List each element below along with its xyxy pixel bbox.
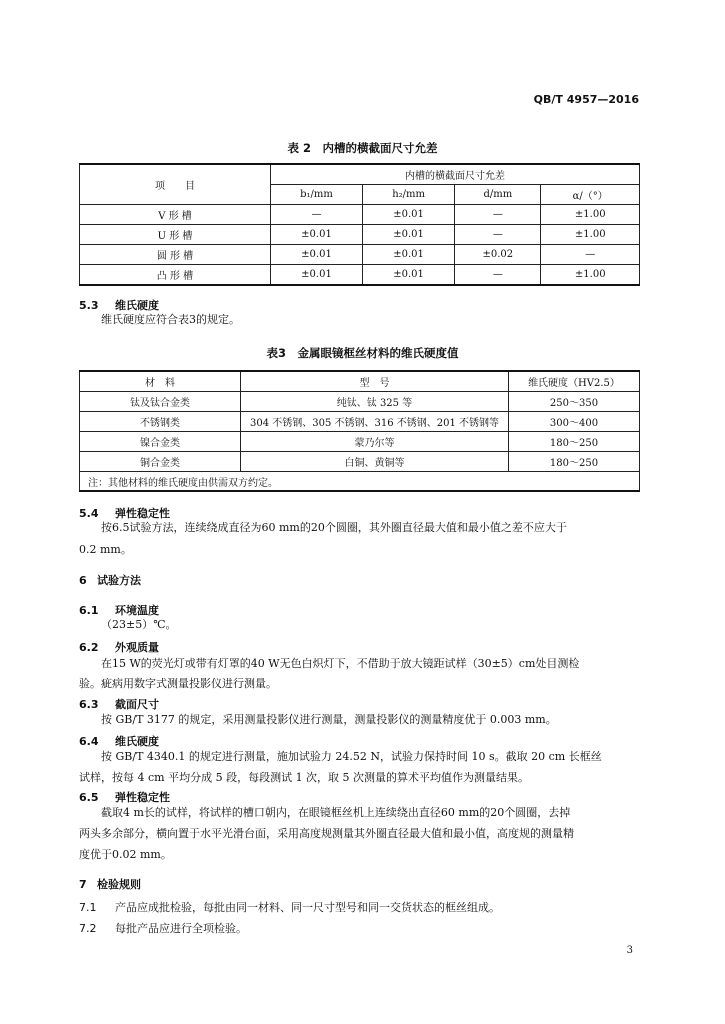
table-cell: ±0.01 [363,205,455,225]
section-title: 维氏硬度 [115,299,159,312]
table-row [80,432,640,452]
table-cell: 250～350 [509,392,640,412]
table-cell: ±0.01 [363,225,455,245]
table-cell: ±0.01 [363,265,455,286]
section-title: 检验规则 [97,878,141,891]
section-number: 6.2 [79,641,99,654]
table-row [80,392,640,412]
paragraph: 维氏硬度应符合表3的规定。 [101,313,240,326]
table-row [80,265,640,286]
section-title: 弹性稳定性 [115,791,170,804]
section-number: 7 [79,878,87,891]
table-row [80,245,640,265]
section-number: 6.3 [79,698,99,711]
table-cell: ±1.00 [541,265,640,286]
table-cell: 蒙乃尔等 [241,432,509,452]
section-number: 6.5 [79,791,99,804]
table2-col-header: α/（°） [541,185,640,205]
table2-group-header: 内槽的横截面尺寸允差 [271,164,640,185]
table2-col-header: b₁/mm [271,185,363,205]
table2-item-header: 项 目 [80,164,271,205]
table-cell: ±0.01 [363,245,455,265]
section-title: 试验方法 [97,574,141,587]
paragraph: 按 GB/T 4340.1 的规定进行测量，施加试验力 24.52 N，试验力保持时间 10 s。截取 20 cm 长框丝 [101,750,602,763]
table-row [80,452,640,472]
table3-col-header: 型 号 [241,371,509,392]
standard-number: QB/T 4957—2016 [533,93,639,106]
section-title: 外观质量 [115,641,159,654]
paragraph: 截取4 m长的试样，将试样的槽口朝内，在眼镜框丝机上连续绕出直径60 mm的20个圆圈，去掉 [101,806,571,819]
table-row [80,412,640,432]
table3-col-header: 维氏硬度（HV2.5） [509,371,640,392]
table-cell: 钛及钛合金类 [80,392,241,412]
row-label: V 形 槽 [80,205,271,225]
table-cell: 纯钛、钛 325 等 [241,392,509,412]
table3-note: 注：其他材料的维氏硬度由供需双方约定。 [80,472,640,492]
table3 [79,370,640,492]
table-cell: ±1.00 [541,205,640,225]
clause-7-2 [79,918,247,940]
section-number: 6 [79,574,87,587]
table-cell: — [271,205,363,225]
paragraph: 按 GB/T 3177 的规定，采用测量投影仪进行测量，测量投影仪的测量精度优于 0.003 mm。 [101,713,557,726]
paragraph: 按6.5试验方法，连续绕成直径为60 mm的20个圆圈，其外圈直径最大值和最小值之差不应大于 [101,521,567,534]
section-title: 维氏硬度 [115,735,159,748]
section-number: 7.2 [79,922,97,935]
table-cell: — [455,205,541,225]
table-cell: 180～250 [509,452,640,472]
table-cell: 不锈钢类 [80,412,241,432]
paragraph: 度优于0.02 mm。 [79,848,172,861]
table-cell: 铜合金类 [80,452,241,472]
section-title: 截面尺寸 [115,698,159,711]
row-label: 圆 形 槽 [80,245,271,265]
table-cell: — [455,265,541,286]
paragraph: （23±5）℃。 [101,618,177,631]
table-cell: 180～250 [509,432,640,452]
row-label: U 形 槽 [80,225,271,245]
table-cell: — [455,225,541,245]
table-cell: 白铜、黄铜等 [241,452,509,472]
section-number: 7.1 [79,901,97,914]
table2-col-header: d/mm [455,185,541,205]
section-number: 5.3 [79,299,99,312]
page-number: 3 [626,945,633,956]
paragraph: 在15 W的荧光灯或带有灯罩的40 W无色白炽灯下，不借助于放大镜距试样（30±5）cm处目测检 [101,657,580,670]
paragraph: 两头多余部分，横向置于水平光滑台面，采用高度规测量其外圈直径最大值和最小值，高度规的测量精 [79,827,574,840]
section-number: 5.4 [79,507,99,520]
paragraph: 验。疵病用数字式测量投影仪进行测量。 [79,677,277,690]
row-label: 凸 形 槽 [80,265,271,286]
section-heading-6 [79,572,141,588]
table-cell: ±0.01 [271,245,363,265]
paragraph: 0.2 mm。 [79,543,132,556]
table3-col-header: 材 料 [80,371,241,392]
table-cell: ±0.02 [455,245,541,265]
table2-caption: 表 2 内槽的横截面尺寸允差 [287,141,438,155]
table-row [80,225,640,245]
table3-caption: 表3 金属眼镜框丝材料的维氏硬度值 [266,346,459,360]
paragraph: 试样，按每 4 cm 平均分成 5 段，每段测试 1 次，取 5 次测量的算术平均值作为测量结果。 [79,771,530,784]
section-title: 环境温度 [115,604,159,617]
section-title: 弹性稳定性 [115,507,170,520]
table2-col-header: h₂/mm [363,185,455,205]
table-cell: — [541,245,640,265]
clause-text: 产品应成批检验，每批由同一材料、同一尺寸型号和同一交货状态的框丝组成。 [115,901,500,914]
table-row [80,205,640,225]
section-heading-7 [79,876,141,892]
clause-7-1 [79,897,500,919]
section-number: 6.1 [79,604,99,617]
table-cell: 304 不锈钢、305 不锈钢、316 不锈钢、201 不锈钢等 [241,412,509,432]
clause-text: 每批产品应进行全项检验。 [115,922,247,935]
table-cell: 300～400 [509,412,640,432]
table-cell: 镍合金类 [80,432,241,452]
table-cell: ±0.01 [271,265,363,286]
section-number: 6.4 [79,735,99,748]
table2 [79,163,640,286]
table-cell: ±1.00 [541,225,640,245]
table-cell: ±0.01 [271,225,363,245]
